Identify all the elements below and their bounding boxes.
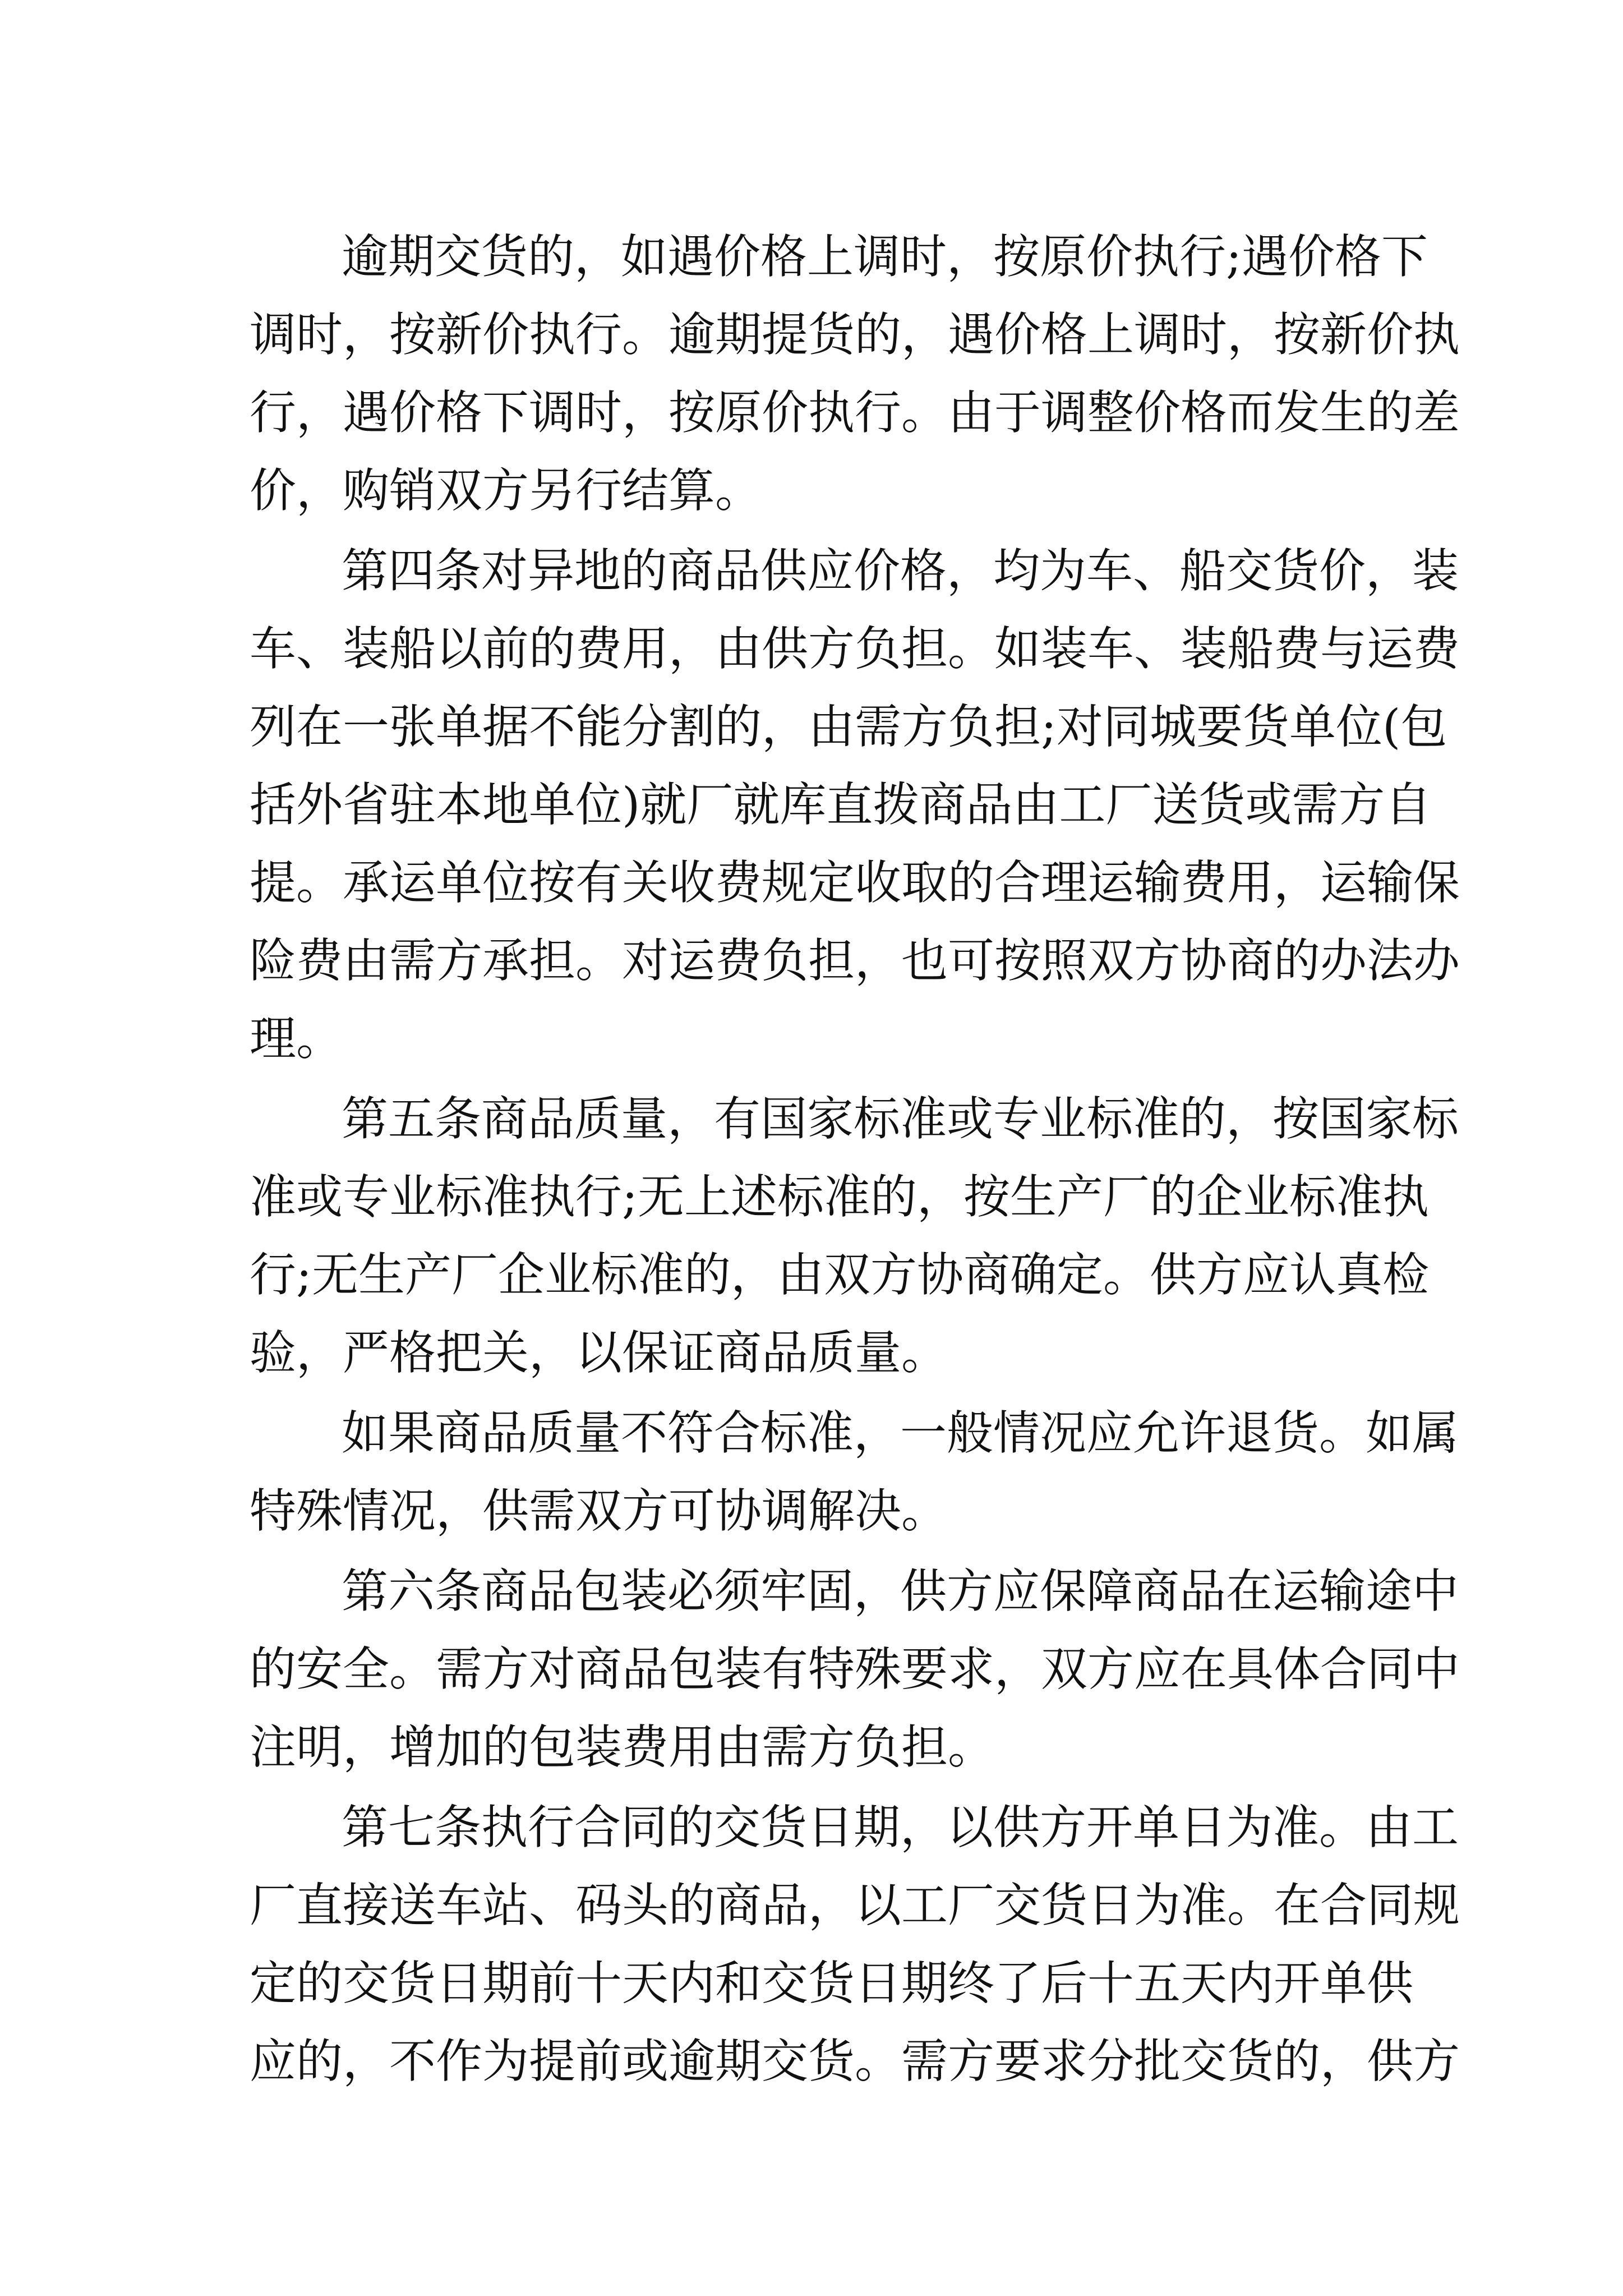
text-line: 逾期交货的，如遇价格上调时，按原价执行;遇价格下 [342, 229, 1428, 284]
text-line: 括外省驻本地单位)就厂就库直拨商品由工厂送货或需方自 [250, 777, 1432, 832]
paragraph-quality-return [250, 1394, 1459, 1550]
text-line: 准或专业标准执行;无上述标准的，按生产厂的企业标准执 [250, 1170, 1429, 1224]
paragraph-article-6 [250, 1552, 1460, 1786]
text-line: 理。 [250, 1011, 343, 1066]
paragraph-article-4 [250, 532, 1460, 1078]
text-line: 验，严格把关，以保证商品质量。 [250, 1326, 948, 1380]
text-line: 价，购销双方另行结算。 [250, 463, 762, 518]
text-line: 特殊情况，供需双方可协调解决。 [250, 1484, 948, 1538]
text-line: 如果商品质量不符合标准，一般情况应允许退货。如属 [342, 1406, 1459, 1460]
text-line: 注明，增加的包装费用由需方负担。 [250, 1720, 994, 1774]
text-line: 列在一张单据不能分割的，由需方负担;对同城要货单位(包 [250, 700, 1447, 754]
text-line: 第四条对异地的商品供应价格，均为车、船交货价，装 [342, 544, 1459, 598]
paragraph-article-7 [250, 1788, 1460, 2100]
text-line: 厂直接送车站、码头的商品，以工厂交货日为准。在合同规 [250, 1878, 1460, 1932]
text-line: 第五条商品质量，有国家标准或专业标准的，按国家标 [342, 1092, 1459, 1146]
text-line: 第七条执行合同的交货日期，以供方开单日为准。由工 [342, 1800, 1459, 1855]
text-line: 行，遇价格下调时，按原价执行。由于调整价格而发生的差 [250, 385, 1460, 440]
text-line: 车、装船以前的费用，由供方负担。如装车、装船费与运费 [250, 622, 1460, 676]
document-page [250, 218, 1460, 2102]
paragraph-article-5 [250, 1080, 1459, 1392]
text-line: 定的交货日期前十天内和交货日期终了后十五天内开单供 [250, 1956, 1413, 2010]
text-line: 提。承运单位按有关收费规定收取的合理运输费用，运输保 [250, 855, 1460, 910]
text-line: 险费由需方承担。对运费负担，也可按照双方协商的办法办 [250, 933, 1460, 988]
text-line: 的安全。需方对商品包装有特殊要求，双方应在具体合同中 [250, 1642, 1460, 1696]
text-line: 调时，按新价执行。逾期提货的，遇价格上调时，按新价执 [250, 307, 1460, 362]
paragraph-overdue-delivery [250, 218, 1460, 530]
text-line: 行;无生产厂企业标准的，由双方协商确定。供方应认真检 [250, 1248, 1429, 1302]
text-line: 应的，不作为提前或逾期交货。需方要求分批交货的，供方 [250, 2034, 1460, 2088]
text-line: 第六条商品包装必须牢固，供方应保障商品在运输途中 [342, 1564, 1459, 1618]
